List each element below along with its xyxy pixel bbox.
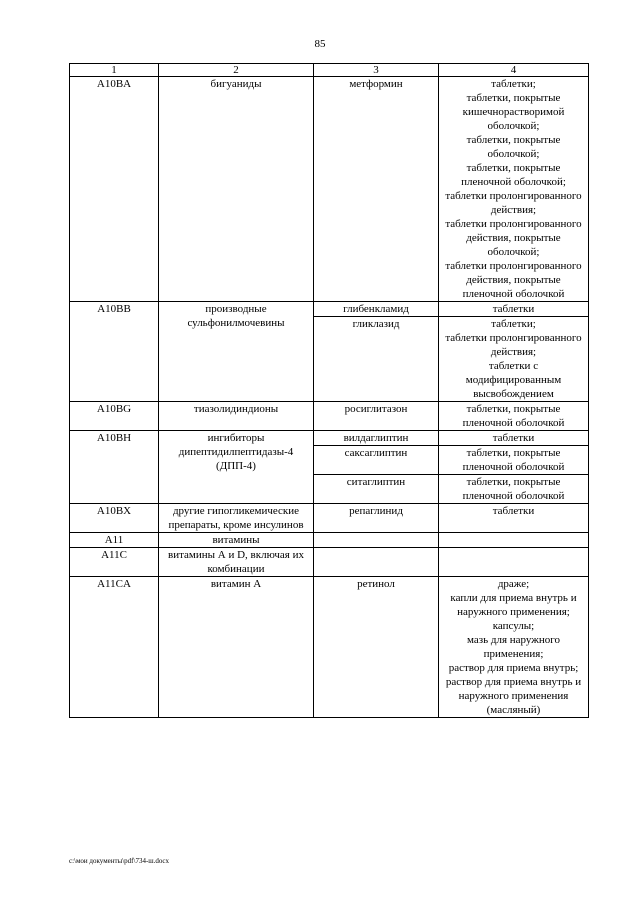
group-name: витамины А и D, включая их комбинации [159,548,314,577]
group-name: тиазолидиндионы [159,402,314,431]
group-name: витамины [159,533,314,548]
dosage-form: таблетки [439,302,589,317]
atc-code: A11C [70,548,159,577]
dosage-form: таблетки; таблетки пролонгированного действия; таблетки с модифицированным высвобождением [439,317,589,402]
dosage-form: таблетки [439,431,589,446]
atc-code: A10BA [70,77,159,302]
dosage-form: драже; капли для приема внутрь и наружного применения; капсулы; мазь для наружного применения; раствор для приема внутрь; раствор для приема внутрь и наружного применения (масляный) [439,577,589,718]
drug-name: гликлазид [314,317,439,402]
dosage-form: таблетки, покрытые пленочной оболочкой [439,446,589,475]
table-row [70,402,589,431]
header-cell-3: 3 [314,64,439,77]
table-row [70,548,589,577]
drug-name: ситаглиптин [314,475,439,504]
header-cell-4: 4 [439,64,589,77]
atc-code: A10BH [70,431,159,504]
dosage-form: таблетки, покрытые пленочной оболочкой [439,402,589,431]
page-number: 85 [314,38,326,50]
drug-name: вилдаглиптин [314,431,439,446]
dosage-form: таблетки, покрытые пленочной оболочкой [439,475,589,504]
table-row [70,577,589,718]
drug-name: ретинол [314,577,439,718]
group-name: витамин А [159,577,314,718]
drug-name-empty [314,533,439,548]
drug-name: метформин [314,77,439,302]
dosage-form: таблетки; таблетки, покрытые кишечнорастворимой оболочкой; таблетки, покрытые оболочкой; таблетки, покрытые пленочной оболочкой; таблетки пролонгированного действия; таблетки пролонгированного действия, покрытые оболочкой; таблетки пролонгированного действия, покрытые пленочной оболочкой [439,77,589,302]
table-row [70,302,589,317]
dosage-form-empty [439,548,589,577]
dosage-form-empty [439,533,589,548]
table-row [70,533,589,548]
atc-code: A10BG [70,402,159,431]
group-name: ингибиторы дипептидилпептидазы-4 (ДПП-4) [159,431,314,504]
header-cell-2: 2 [159,64,314,77]
drug-name: глибенкламид [314,302,439,317]
dosage-form: таблетки [439,504,589,533]
file-path-footer: c:\мои документы\pdf\734-ш.docx [69,857,170,865]
group-name: другие гипогликемические препараты, кроме инсулинов [159,504,314,533]
table-row [70,431,589,446]
medication-table [69,63,589,718]
table-row [70,504,589,533]
atc-code: A11 [70,533,159,548]
drug-name: репаглинид [314,504,439,533]
drug-name: росиглитазон [314,402,439,431]
header-row [70,64,589,77]
table-row [70,77,589,302]
header-cell-1: 1 [70,64,159,77]
atc-code: A11CA [70,577,159,718]
group-name: производные сульфонилмочевины [159,302,314,402]
drug-name-empty [314,548,439,577]
group-name: бигуаниды [159,77,314,302]
atc-code: A10BX [70,504,159,533]
drug-name: саксаглиптин [314,446,439,475]
atc-code: A10BB [70,302,159,402]
